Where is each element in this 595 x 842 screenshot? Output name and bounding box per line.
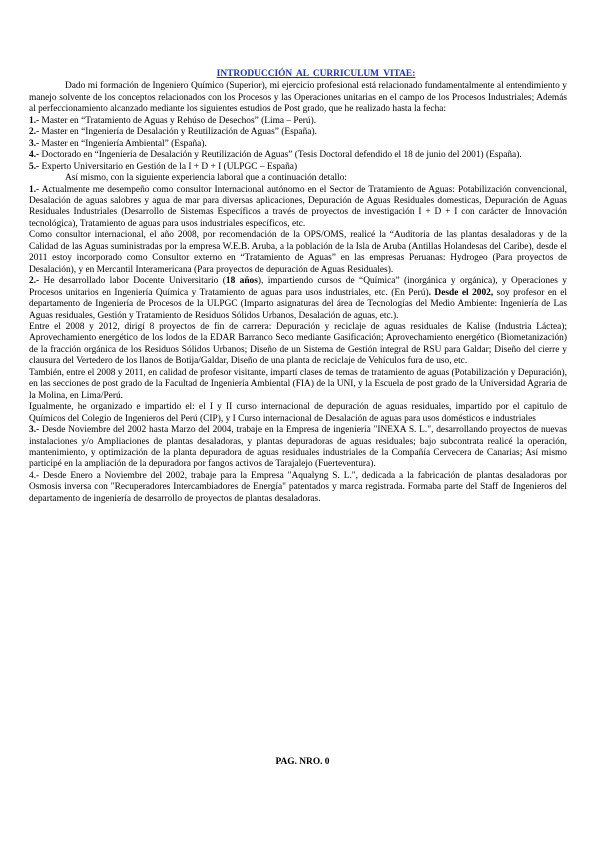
experience-item-1	[29, 185, 567, 231]
study-number: 5.-	[29, 161, 40, 172]
experience-since: . Desde el 2002,	[428, 287, 494, 298]
document-body	[29, 69, 567, 505]
experience-item-2-visiting: También, entre el 2008 y 2011, en calidad de profesor visitante, impartí clases de temas de tratamiento de aguas (Potabilización y Depuración), en las secciones de post grado de la Facultad de Ingeniería Ambiental (FIA) de la UNI, y la Escuela de post grado de la Universidad Agraria de la Molina, en Lima/Perú.	[29, 367, 567, 401]
study-item	[29, 162, 567, 173]
study-item	[29, 127, 567, 138]
experience-text: Actualmente me desempeño como consultor Internacional autónomo en el Sector de Tratamiento de Aguas: Potabilización convencional, Desalación de aguas salobres y agua de mar para diversas aplicaciones, Depuración de Aguas Residuales domesticas, Depuración de Aguas Residuales Industriales (Desarrollo de Sistemas Específicos a través de proyectos de investigación I + D + I con carácter de Innovación tecnológica), Tratamiento de aguas para usos industriales específicos, etc.	[29, 184, 568, 229]
study-item	[29, 150, 567, 161]
study-item	[29, 116, 567, 127]
study-item	[29, 139, 567, 150]
study-text: Master en “Ingeniería de Desalación y Reutilización de Aguas” (España).	[39, 127, 317, 138]
experience-item-2-projects: Entre el 2008 y 2012, dirigí 8 proyectos de fin de carrera: Depuración y reciclaje de aguas residuales de Kalise (Industria Láctea); Aprovechamiento energético de los lodos de la EDAR Barranco Seco mediante Gasificación; Aprovechamiento energético (Biometanización) de la fracción orgánica de los Residuos Sólidos Urbanos; Diseño de un Sistema de Gestión integral de RSU para Galdar; Diseño del cierre y clausura del Vertedero de los llanos de Botija/Galdar, Diseño de una planta de reciclaje de Vehículos fura de uso, etc.	[29, 321, 567, 367]
experience-text: soy profesor en el departamento de Ingeniería de Procesos de la ULPGC (Imparto asignaturas del área de Tecnologías del Medio Ambiente: Ingeniería de Las Aguas residuales, Gestión y Tratamiento de Residuos Sólidos Urbanos, Desalación de aguas, etc.).	[29, 287, 567, 321]
experience-text: Desde Noviembre del 2002 hasta Marzo del 2004, trabaje en la Empresa de ingeniería "INEXA S. L.", desarrollando proyectos de nuevas instalaciones y/o Ampliaciones de plantas desaladoras, y plantas depuradoras de aguas residuales; bajo subcontrata realicé la operación, mantenimiento, y optimización de la planta depuradora de aguas residuales industriales de la Compañía Cervecera de Canarias; Así mismo participé en la ampliación de la depuradora por fangos activos de Tarajalejo (Fuerteventura).	[29, 425, 567, 470]
experience-number: 3.-	[29, 425, 40, 436]
experience-intro: Así mismo, con la siguiente experiencia laboral que a continuación detallo:	[65, 173, 347, 184]
intro-paragraph: Dado mi formación de Ingeniero Químico (Superior), mi ejercicio profesional está relacionado fundamentalmente al entendimiento y manejo solvente de los conceptos relacionados con los Procesos y las Operaciones unitarias en el campo de los Procesos Industriales; Además al perfeccionamiento alcanzado mediante los siguientes estudios de Post grado, que he realizado hasta la fecha:	[29, 81, 567, 115]
experience-text: ), impartiendo cursos de “Química” (inorgánica y orgánica), y Operaciones y Procesos unitarios en Ingeniería Química y Tratamiento de aguas para usos industriales, etc. (En Perú)	[29, 276, 567, 298]
study-number: 3.-	[29, 138, 40, 149]
study-text: Master en “Ingeniería Ambiental” (España).	[39, 138, 207, 149]
experience-years: 18 años	[225, 276, 258, 287]
experience-text: He desarrollado labor Docente Universitario (	[39, 276, 226, 287]
experience-item-2-courses: Igualmente, he organizado e impartido el: el I y II curso internacional de depuración de aguas residuales, impartido por el capitulo de Químicos del Colegio de Ingenieros del Perú (CIP), y I Curso internacional de Desalación de aguas para usos domésticos e industriales	[29, 402, 567, 424]
page-title: INTRODUCCIÓN AL CURRICULUM VITAE:	[216, 69, 416, 79]
study-number: 4.-	[29, 150, 40, 161]
study-number: 1.-	[29, 115, 40, 126]
experience-number: 1.-	[29, 184, 40, 195]
experience-item-1-detail: Como consultor internacional, el año 2008, por recomendación de la OPS/OMS, realicé la “Auditoria de las plantas desaladoras y de la Calidad de las Aguas suministradas por la empresa W.E.B. Aruba, a la población de la Isla de Aruba (Antillas Holandesas del Caribe), desde el 2011 estoy incorporado como Consultor externo en “Tratamiento de Aguas” en las empresas Peruanas: Hydrogeo (Para proyectos de Desalación), y en Mercantil Interamericana (Para proyectos de depuración de Aguas Residuales).	[29, 230, 567, 275]
experience-item-3	[29, 425, 567, 471]
study-text: Experto Universitario en Gestión de la I + D + I (ULPGC – España)	[39, 161, 298, 172]
experience-item-2	[29, 276, 567, 322]
experience-item-4: 4.- Desde Enero a Noviembre del 2002, trabaje para la Empresa "Aqualyng S. L.", dedicada a la fabricación de plantas desaladoras por Osmosis inversa con "Recuperadores Intercambiadores de Energía" patentados y marca registrada. Formaba parte del Staff de Ingenieros del departamento de ingeniería de desarrollo de proyectos de plantas desaladoras.	[29, 470, 567, 504]
study-number: 2.-	[29, 127, 40, 138]
study-text: Master en “Tratamiento de Aguas y Rehúso de Desechos” (Lima – Perú).	[39, 115, 317, 126]
page-number: PAG. NRO. 0	[275, 757, 330, 767]
study-text: Doctorado en “Ingeniería de Desalación y Reutilización de Aguas” (Tesis Doctoral defendido el 18 de junio del 2001) (España).	[39, 150, 522, 161]
experience-number: 2.-	[29, 276, 40, 287]
